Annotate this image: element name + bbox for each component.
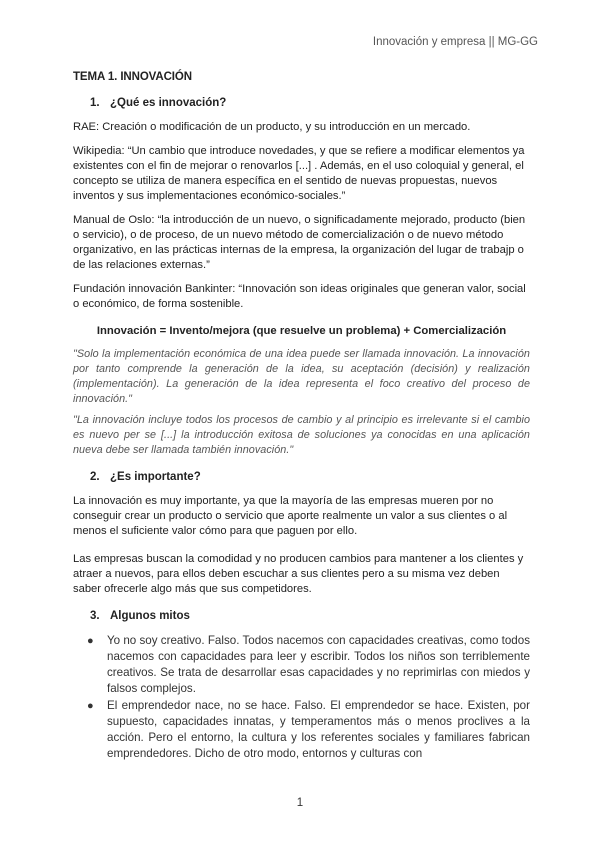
bullet-icon: ● — [87, 700, 94, 712]
oslo-definition: Manual de Oslo: “la introducción de un nuevo, o significadamente mejorado, producto (bien o servicio), o de proceso, de un nuevo método de comercialización o de nuevo método organizativo, en las prácticas internas de la empresa, la organización del lugar de trabajp o de las relaciones externas.” — [73, 214, 526, 271]
section-heading-3 — [73, 609, 530, 624]
importance-paragraph-1: La innovación es muy importante, ya que la mayoría de las empresas mueren por no conseguir crear un producto o servicio que aporte realmente un valor a sus clientes o al menos el suficiente valor cómo para que paguen por ello. — [73, 495, 508, 537]
innovation-formula: Innovación = Invento/mejora (que resuelve un problema) + Comercialización — [96, 325, 507, 337]
section-heading-1 — [73, 96, 530, 111]
wikipedia-definition: Wikipedia: “Un cambio que introduce novedades, y que se refiere a modificar elementos ya existentes con el fin de mejorar o renovarlos [...] . Además, en el uso coloquial y general, el concepto se utiliza de manera específica en el sentido de nuevas propuestas, nuevos inventos y sus implementaciones económico-sociales.” — [73, 145, 525, 202]
importance-paragraph-2: Las empresas buscan la comodidad y no producen cambios para mantener a los clientes y atraer a nuevos, para ellos deben escuchar a sus clientes pero a su misma vez deben saber ofrecerle algo más que sus competidores. — [73, 553, 524, 595]
page-content — [73, 70, 530, 763]
page-number: 1 — [296, 797, 304, 809]
rae-definition: RAE: Creación o modificación de un producto, y su introducción en un mercado. — [73, 121, 471, 133]
bankinter-definition: Fundación innovación Bankinter: “Innovación son ideas originales que generan valor, social o económico, de forma sostenible. — [73, 283, 526, 310]
list-item — [73, 633, 530, 697]
section-title: ¿Es importante? — [110, 471, 201, 483]
section-title: ¿Qué es innovación? — [110, 97, 227, 109]
section-number: 3. — [90, 610, 100, 622]
section-number: 2. — [90, 471, 100, 483]
myths-list — [73, 633, 530, 762]
quote-1: "Solo la implementación económica de una idea puede ser llamada innovación. La innovación por tanto comprende la generación de la idea, su aceptación (decisión) y realización (implementación). La generación de la idea representa el foco creativo del proceso de innovación." — [73, 348, 530, 405]
section-number: 1. — [90, 97, 100, 109]
section-title: Algunos mitos — [110, 610, 190, 622]
section-heading-2 — [73, 470, 530, 485]
bullet-icon: ● — [87, 635, 94, 647]
list-item — [73, 698, 530, 762]
list-item-text: El emprendedor nace, no se hace. Falso. El emprendedor se hace. Existen, por supuesto, capacidades innatas, y temperamentos más o menos proclives a la acción. Pero el entorno, la cultura y los referentes sociales y familiares fabrican emprendedores. Dicho de otro modo, entornos y culturas con — [107, 699, 530, 760]
page-header: Innovación y empresa || MG-GG — [372, 36, 538, 48]
quote-2: "La innovación incluye todos los procesos de cambio y al principio es irrelevante si el cambio es nuevo per se [...] la introducción exitosa de soluciones ya conocidas en una aplicación nueva debe ser llamada también innovación." — [73, 414, 530, 456]
chapter-title: TEMA 1. INNOVACIÓN — [73, 71, 192, 83]
list-item-text: Yo no soy creativo. Falso. Todos nacemos con capacidades creativas, como todos nacemos con capacidades para leer y escribir. Todos los niños son terriblemente creativos. Se trata de desarrollar esas capacidades y no reprimirlas con miedos y falsos complejos. — [107, 634, 530, 695]
